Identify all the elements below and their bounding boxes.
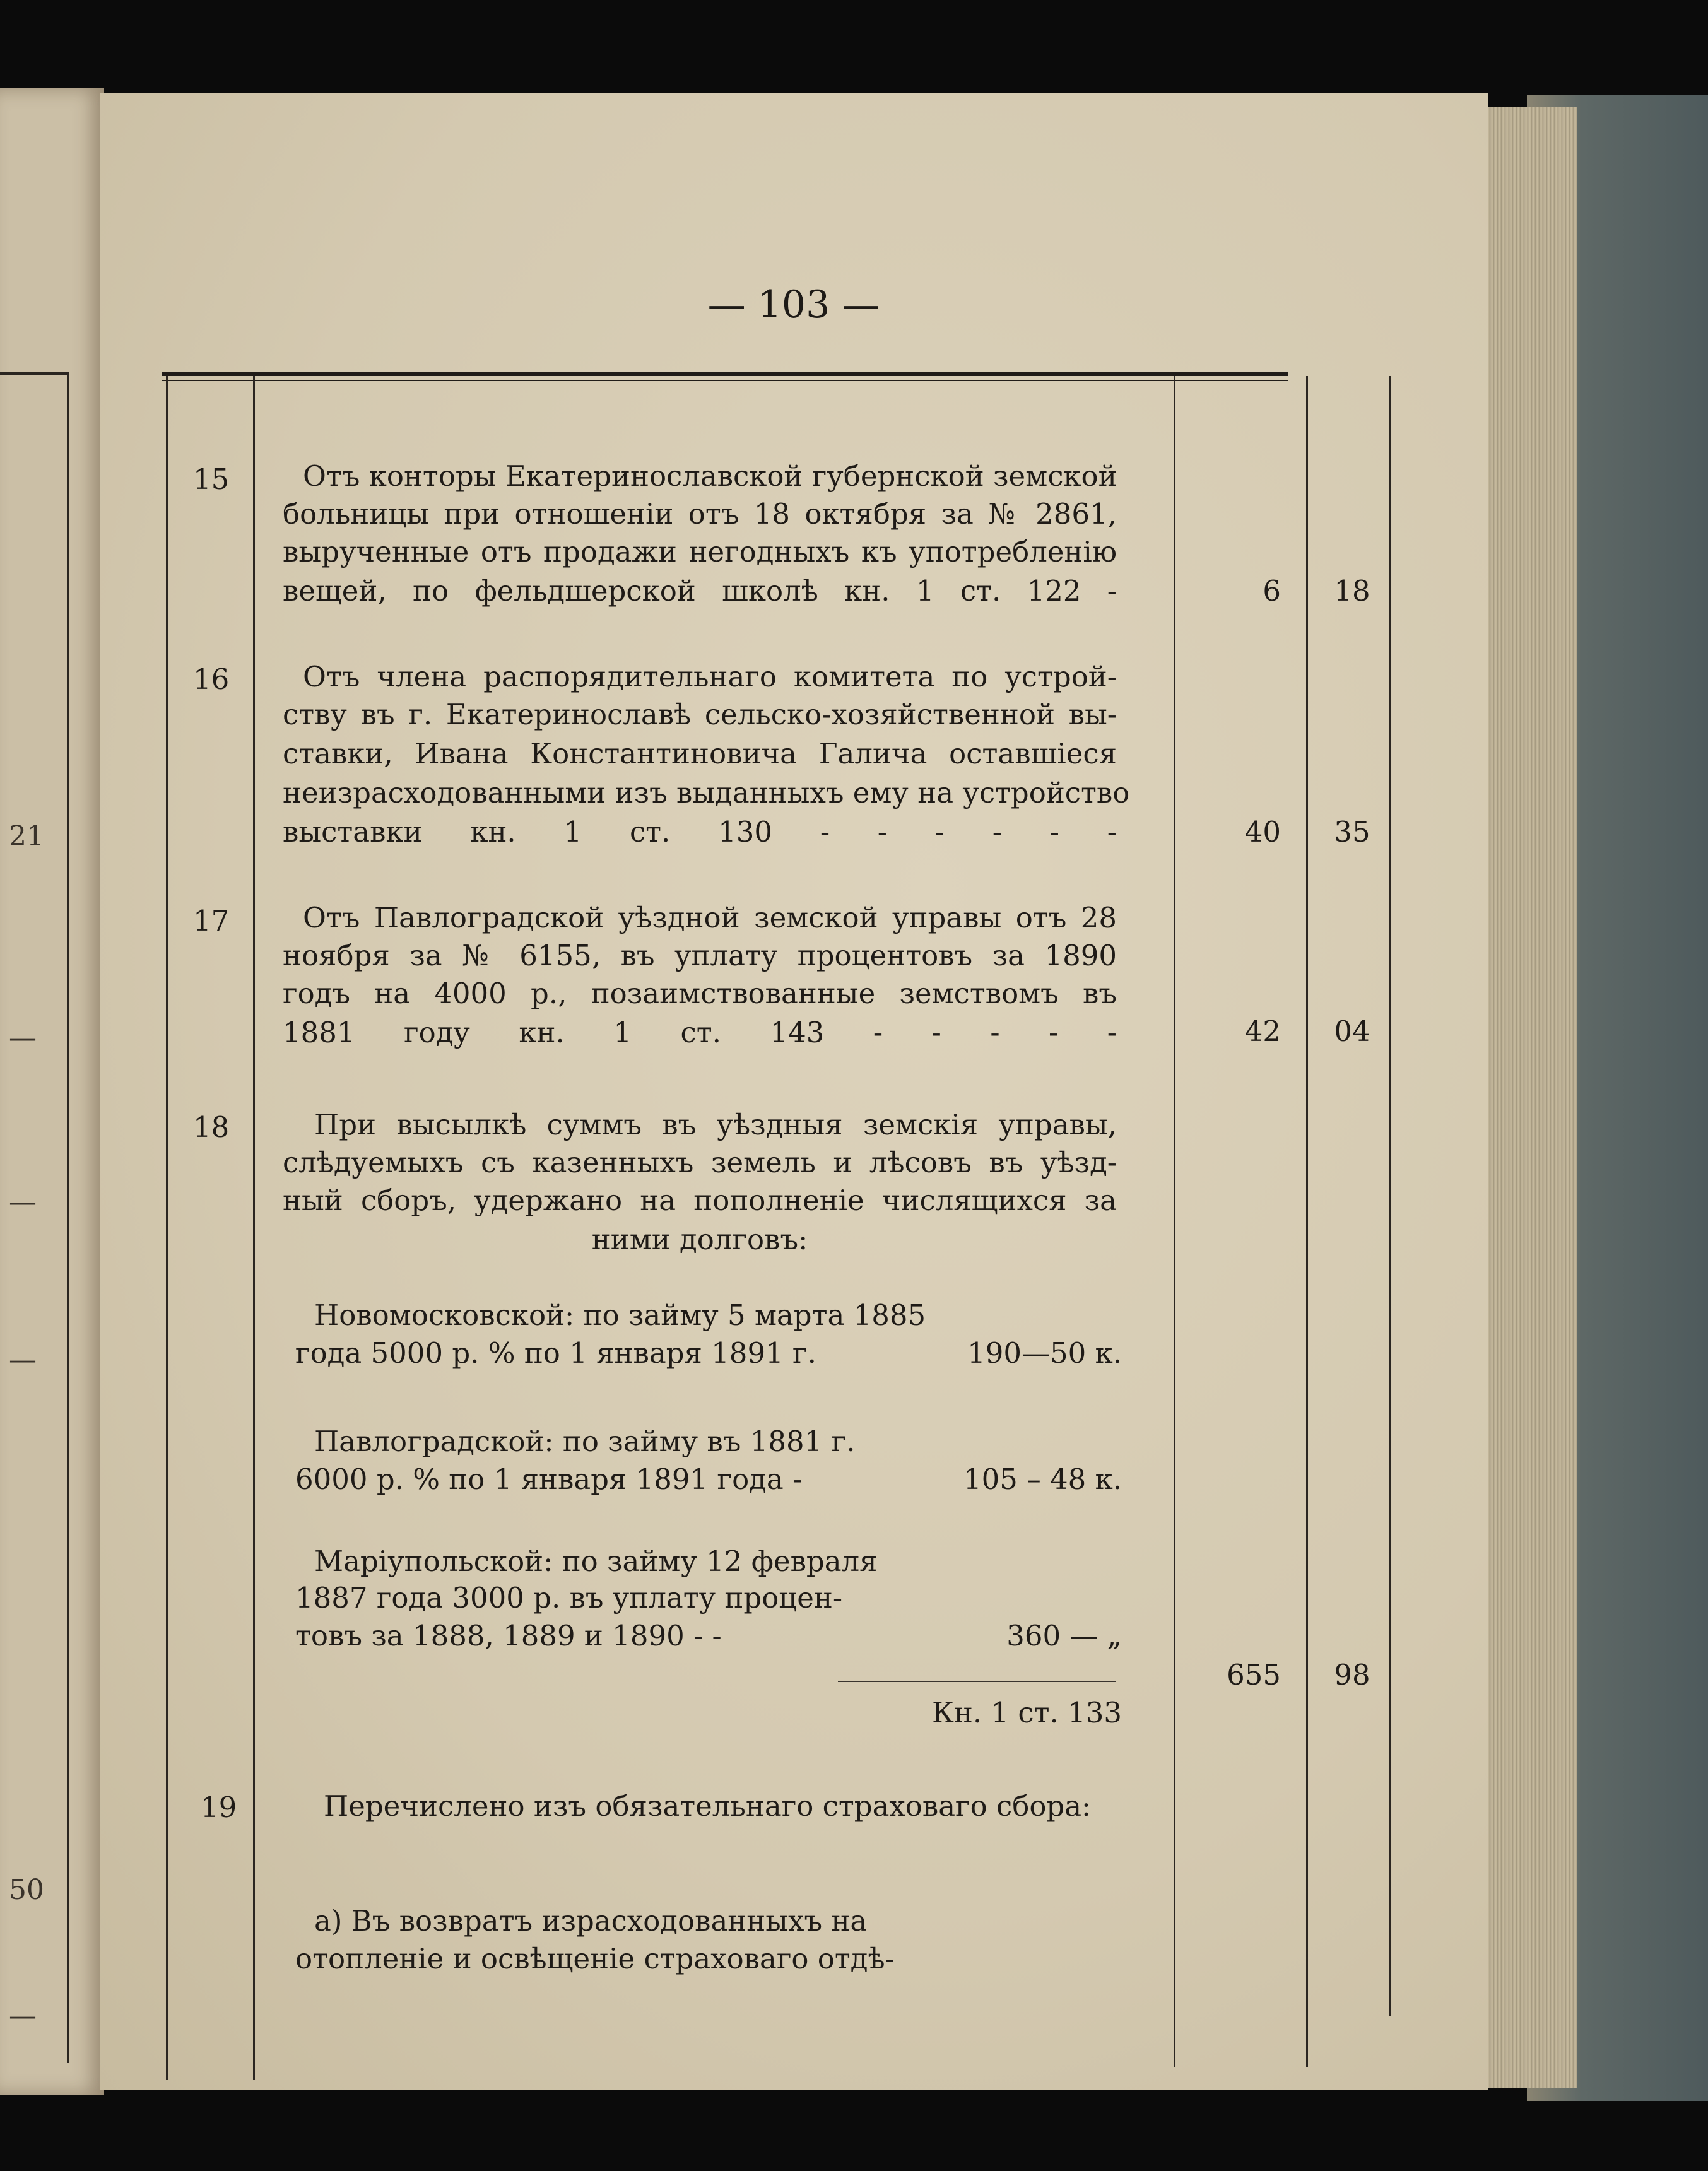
entry-text-line: ный сборъ, удержано на пополненіе числящихся за: [283, 1184, 1117, 1217]
page-number: — 103 —: [707, 283, 880, 327]
subitem-text: товъ за 1888, 1889 и 1890 - -: [295, 1619, 722, 1652]
amount-rubles: 40: [1244, 815, 1281, 849]
entry-text-line: вырученные отъ продажи негодныхъ къ употребленію: [283, 535, 1117, 568]
entry-text-line: годъ на 4000 р., позаимствованные земствомъ въ: [283, 977, 1117, 1010]
entry-text-line: Отъ Павлоградской уѣздной земской управы отъ 28: [303, 901, 1117, 934]
entry-number: 17: [193, 904, 230, 938]
subitem-amount: 105 – 48 к.: [963, 1462, 1122, 1496]
subitem-text: 1887 года 3000 р. въ уплату процен-: [295, 1581, 843, 1615]
entry-text-line: слѣдуемыхъ съ казенныхъ земель и лѣсовъ въ уѣзд-: [283, 1146, 1117, 1179]
subitem-text: а) Въ возвратъ израсходованныхъ на: [314, 1904, 868, 1938]
entry-text-line: Перечислено изъ обязательнаго страховаго сбора:: [324, 1789, 1092, 1823]
amount-kopecks: 98: [1334, 1658, 1370, 1691]
table-top-rule: [162, 372, 1288, 376]
column-rule-number: [253, 376, 255, 2080]
subitem-text: года 5000 р. % по 1 января 1891 г.: [295, 1336, 816, 1370]
entry-text-line: вещей, по фельдшерской школѣ кн. 1 ст. 122 -: [283, 574, 1117, 608]
amount-kopecks: 35: [1334, 815, 1370, 849]
entry-text-line: ними долговъ:: [591, 1223, 808, 1256]
left-page-fragment: 50: [9, 1874, 44, 1906]
entry-text-line: Отъ конторы Екатеринославской губернской земской: [303, 459, 1117, 493]
subitem-text: Новомосковской: по займу 5 марта 1885: [314, 1298, 926, 1332]
entry-text-line: ноября за № 6155, въ уплату процентовъ за 1890: [283, 939, 1117, 972]
entry-text-line: больницы при отношеніи отъ 18 октября за № 2861,: [283, 497, 1117, 531]
table-left-border: [166, 376, 168, 2080]
entry-number: 16: [193, 662, 230, 696]
entry-reference: Кн. 1 ст. 133: [932, 1696, 1122, 1729]
entry-text-line: 1881 году кн. 1 ст. 143 - - - - -: [283, 1016, 1117, 1049]
entry-number: 15: [193, 462, 230, 496]
amount-rubles: 655: [1227, 1658, 1281, 1691]
amount-kopecks: 18: [1334, 574, 1370, 608]
column-rule-rubles: [1174, 376, 1175, 2067]
entry-text-line: ставки, Ивана Константиновича Галича оставшіеся: [283, 737, 1117, 770]
subitem-amount: 190—50 к.: [967, 1336, 1122, 1370]
left-page-fragment: —: [9, 1344, 37, 1376]
amount-rubles: 42: [1244, 1015, 1281, 1048]
page-block-edges: [1483, 107, 1577, 2088]
entry-number: 19: [201, 1791, 237, 1824]
left-page-fragment: —: [9, 1186, 37, 1218]
entry-text-line: При высылкѣ суммъ въ уѣздныя земскія управы,: [314, 1108, 1117, 1141]
column-rule-kopecks: [1306, 376, 1308, 2067]
left-page-fragment: 21: [9, 820, 44, 852]
subitem-text: Маріупольской: по займу 12 февраля: [314, 1544, 878, 1578]
entry-text-line: Отъ члена распорядительнаго комитета по устрой-: [303, 660, 1117, 693]
entry-text-line: неизрасходованными изъ выданныхъ ему на устройство: [283, 776, 1130, 809]
book-page: [100, 93, 1488, 2090]
left-page-table-rule: [0, 372, 69, 375]
subitem-amount: 360 — „: [1006, 1619, 1122, 1652]
table-right-border: [1389, 376, 1391, 2016]
left-page-fragment: —: [9, 2000, 37, 2032]
entry-number: 18: [193, 1110, 230, 1144]
left-page-edge: [0, 88, 104, 2095]
entry-text-line: выставки кн. 1 ст. 130 - - - - - -: [283, 815, 1117, 849]
table-top-rule-thin: [162, 380, 1288, 381]
subtotal-rule: [838, 1681, 1116, 1682]
entry-text-line: ству въ г. Екатеринославѣ сельско-хозяйственной вы-: [283, 698, 1117, 731]
left-page-column-rule: [67, 372, 69, 2063]
amount-kopecks: 04: [1334, 1015, 1370, 1048]
subitem-text: отопленіе и освѣщеніе страховаго отдѣ-: [295, 1942, 895, 1975]
subitem-text: 6000 р. % по 1 января 1891 года -: [295, 1462, 803, 1496]
subitem-text: Павлоградской: по займу въ 1881 г.: [314, 1425, 856, 1458]
left-page-fragment: —: [9, 1022, 37, 1054]
amount-rubles: 6: [1263, 574, 1281, 608]
